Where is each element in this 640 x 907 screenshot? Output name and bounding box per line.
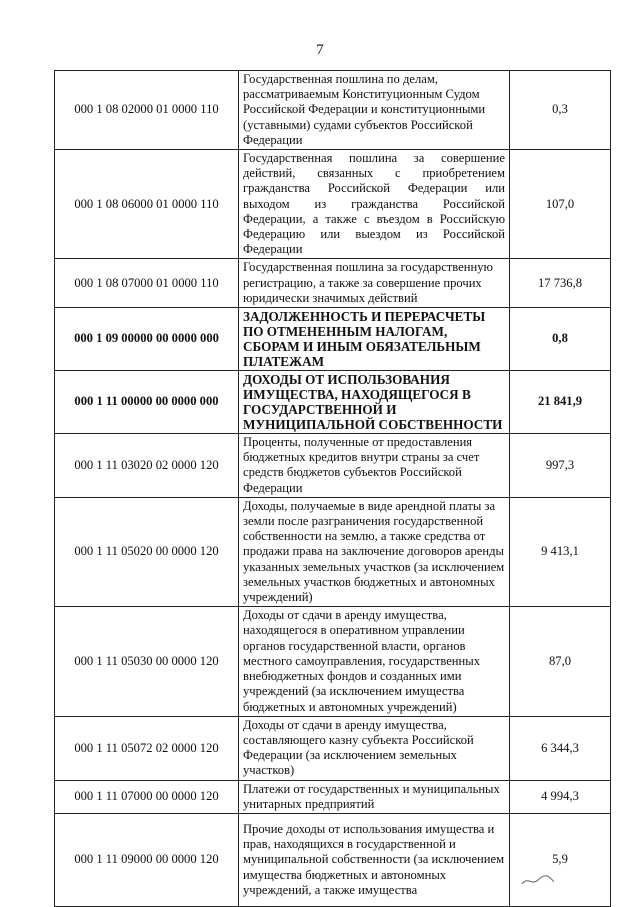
revenue-name-cell: Государственная пошлина за совершение действий, связанных с приобретением гражданства Российской Федерации или выходом из гражданства Российской Федерации, а также с въездом в Российскую Федерацию или выездом из Российской Федерации bbox=[239, 150, 510, 259]
table-row bbox=[55, 813, 611, 906]
budget-code-cell: 000 1 09 00000 00 0000 000 bbox=[55, 308, 239, 371]
table-row bbox=[55, 308, 611, 371]
revenue-name-cell: Доходы от сдачи в аренду имущества, составляющего казну субъекта Российской Федерации (за исключением земельных участков) bbox=[239, 716, 510, 780]
budget-code-cell: 000 1 11 05020 00 0000 120 bbox=[55, 497, 239, 606]
table-row bbox=[55, 497, 611, 606]
budget-code-cell: 000 1 11 05030 00 0000 120 bbox=[55, 607, 239, 716]
amount-cell: 87,0 bbox=[510, 607, 611, 716]
revenue-name-cell: Платежи от государственных и муниципальных унитарных предприятий bbox=[239, 780, 510, 813]
amount-cell: 21 841,9 bbox=[510, 371, 611, 434]
revenue-name-cell: ДОХОДЫ ОТ ИСПОЛЬЗОВАНИЯ ИМУЩЕСТВА, НАХОДЯЩЕГОСЯ В ГОСУДАРСТВЕННОЙ И МУНИЦИПАЛЬНОЙ СОБСТВЕННОСТИ bbox=[239, 371, 510, 434]
amount-cell: 9 413,1 bbox=[510, 497, 611, 606]
budget-code-cell: 000 1 08 07000 01 0000 110 bbox=[55, 259, 239, 308]
budget-revenue-table bbox=[54, 70, 611, 907]
page-number: 7 bbox=[316, 42, 324, 58]
table-row bbox=[55, 434, 611, 498]
budget-code-cell: 000 1 11 00000 00 0000 000 bbox=[55, 371, 239, 434]
revenue-name-cell: Доходы, получаемые в виде арендной платы за земли после разграничения государственной собственности на землю, а также средства от продажи права на заключение договоров аренды указанных земельных участков (за исключением земельных участков бюджетных и автономных учреждений) bbox=[239, 497, 510, 606]
budget-code-cell: 000 1 11 09000 00 0000 120 bbox=[55, 813, 239, 906]
amount-cell: 107,0 bbox=[510, 150, 611, 259]
amount-cell: 4 994,3 bbox=[510, 780, 611, 813]
table-row bbox=[55, 371, 611, 434]
table-row bbox=[55, 780, 611, 813]
table-row bbox=[55, 716, 611, 780]
amount-cell: 6 344,3 bbox=[510, 716, 611, 780]
amount-cell: 0,8 bbox=[510, 308, 611, 371]
amount-cell: 0,3 bbox=[510, 71, 611, 150]
budget-code-cell: 000 1 11 05072 02 0000 120 bbox=[55, 716, 239, 780]
pen-mark-icon bbox=[520, 872, 556, 888]
amount-cell: 997,3 bbox=[510, 434, 611, 498]
budget-code-cell: 000 1 08 02000 01 0000 110 bbox=[55, 71, 239, 150]
revenue-name-cell: Прочие доходы от использования имущества и прав, находящихся в государственной и муниципальной собственности (за исключением имущества бюджетных и автономных учреждений, а также имущества bbox=[239, 813, 510, 906]
revenue-name-cell: ЗАДОЛЖЕННОСТЬ И ПЕРЕРАСЧЕТЫ ПО ОТМЕНЕННЫМ НАЛОГАМ, СБОРАМ И ИНЫМ ОБЯЗАТЕЛЬНЫМ ПЛАТЕЖАМ bbox=[239, 308, 510, 371]
revenue-name-cell: Государственная пошлина за государственную регистрацию, а также за совершение прочих юридически значимых действий bbox=[239, 259, 510, 308]
table-row bbox=[55, 71, 611, 150]
amount-cell: 17 736,8 bbox=[510, 259, 611, 308]
revenue-name-cell: Проценты, полученные от предоставления бюджетных кредитов внутри страны за счет средств бюджетов субъектов Российской Федерации bbox=[239, 434, 510, 498]
amount-cell: 5,9 bbox=[510, 813, 611, 906]
budget-code-cell: 000 1 08 06000 01 0000 110 bbox=[55, 150, 239, 259]
revenue-name-cell: Доходы от сдачи в аренду имущества, находящегося в оперативном управлении органов государственной власти, органов местного самоуправления, государственных внебюджетных фондов и созданных ими учреждений (за исключением имущества бюджетных и автономных учреждений) bbox=[239, 607, 510, 716]
budget-code-cell: 000 1 11 03020 02 0000 120 bbox=[55, 434, 239, 498]
table-body bbox=[55, 71, 611, 907]
table-row bbox=[55, 150, 611, 259]
revenue-name-cell: Государственная пошлина по делам, рассматриваемым Конституционным Судом Российской Федерации и конституционными (уставными) судами субъектов Российской Федерации bbox=[239, 71, 510, 150]
budget-code-cell: 000 1 11 07000 00 0000 120 bbox=[55, 780, 239, 813]
table-row bbox=[55, 259, 611, 308]
table-row bbox=[55, 607, 611, 716]
